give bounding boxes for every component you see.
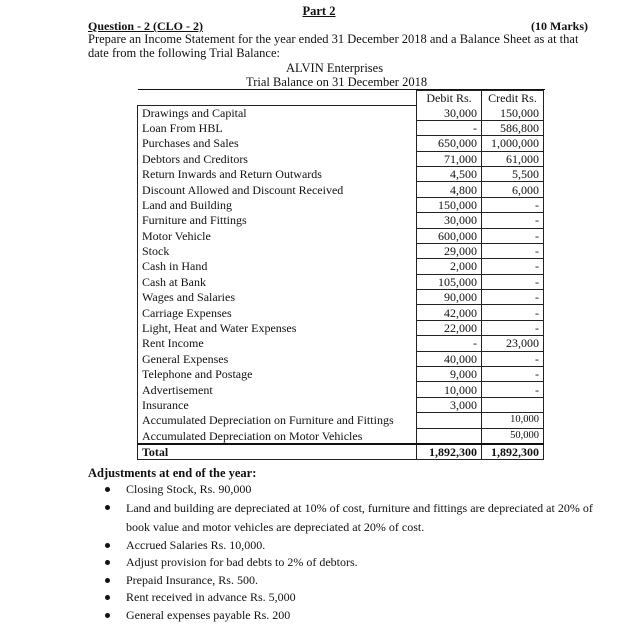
credit-cell: - [482, 382, 544, 397]
table-row [138, 351, 544, 366]
table-row [138, 151, 544, 166]
account-name-cell: Debtors and Creditors [138, 151, 417, 166]
account-name-cell: Return Inwards and Return Outwards [138, 166, 417, 181]
account-name-cell: Advertisement [138, 382, 417, 397]
table-row [138, 166, 544, 181]
account-name-cell: Insurance [138, 397, 417, 412]
trial-balance-title: Trial Balance on 31 December 2018 [246, 75, 428, 89]
credit-cell: - [482, 213, 544, 228]
account-name-cell: Accumulated Depreciation on Motor Vehicles [138, 428, 417, 444]
adjustment-item: Rent received in advance Rs. 5,000 [100, 589, 600, 607]
account-name-cell: Purchases and Sales [138, 136, 417, 151]
account-name-cell: Accumulated Depreciation on Furniture and Fittings [138, 413, 417, 428]
account-name-cell: Drawings and Capital [138, 105, 417, 120]
adjustment-item: Adjust provision for bad debts to 2% of debtors. [100, 554, 600, 572]
table-row [138, 274, 544, 289]
debit-cell: 2,000 [417, 259, 482, 274]
credit-cell: - [482, 320, 544, 335]
credit-cell: - [482, 274, 544, 289]
credit-cell: - [482, 290, 544, 305]
debit-cell: 22,000 [417, 320, 482, 335]
debit-cell: 30,000 [417, 213, 482, 228]
debit-cell: 29,000 [417, 243, 482, 258]
debit-cell: 4,500 [417, 166, 482, 181]
debit-cell: 10,000 [417, 382, 482, 397]
table-row [138, 197, 544, 212]
adjustments-list [100, 481, 600, 624]
table-row [138, 305, 544, 320]
total-debit-cell: 1,892,300 [417, 444, 482, 460]
debit-cell: - [417, 336, 482, 351]
account-name-cell: Furniture and Fittings [138, 213, 417, 228]
debit-cell: 4,800 [417, 182, 482, 197]
debit-cell: 650,000 [417, 136, 482, 151]
credit-cell: - [482, 367, 544, 382]
table-row [138, 136, 544, 151]
debit-cell: 150,000 [417, 197, 482, 212]
debit-cell: 40,000 [417, 351, 482, 366]
table-row [138, 228, 544, 243]
credit-cell: 5,500 [482, 166, 544, 181]
credit-cell [482, 397, 544, 412]
trial-balance-body [138, 105, 544, 459]
header-blank-cell [138, 91, 417, 106]
account-name-cell: Land and Building [138, 197, 417, 212]
debit-cell: 3,000 [417, 397, 482, 412]
adjustment-item: Prepaid Insurance, Rs. 500. [100, 572, 600, 590]
table-row [138, 413, 544, 428]
table-row [138, 120, 544, 135]
debit-cell: 90,000 [417, 290, 482, 305]
adjustment-item: General expenses payable Rs. 200 [100, 607, 600, 625]
table-row [138, 243, 544, 258]
question-instruction: Prepare an Income Statement for the year ended 31 December 2018 and a Balance Sheet as at that date from the following Trial Balance: [88, 32, 579, 60]
debit-cell: - [417, 120, 482, 135]
adjustment-item: Land and building are depreciated at 10% of cost, furniture and fittings are depreciated at 20% of book value and motor vehicles are depreciated at 20% of cost. [100, 499, 600, 537]
debit-header: Debit Rs. [417, 91, 482, 106]
credit-cell: 586,800 [482, 120, 544, 135]
total-label-cell: Total [138, 444, 417, 460]
account-name-cell: Cash in Hand [138, 259, 417, 274]
account-name-cell: Carriage Expenses [138, 305, 417, 320]
account-name-cell: Telephone and Postage [138, 367, 417, 382]
table-row [138, 382, 544, 397]
adjustment-item: Accrued Salaries Rs. 10,000. [100, 537, 600, 555]
credit-cell: 10,000 [482, 413, 544, 428]
credit-cell: 1,000,000 [482, 136, 544, 151]
question-marks: (10 Marks) [531, 19, 588, 33]
table-row [138, 428, 544, 444]
account-name-cell: Motor Vehicle [138, 228, 417, 243]
account-name-cell: Loan From HBL [138, 120, 417, 135]
account-name-cell: Stock [138, 243, 417, 258]
debit-cell: 71,000 [417, 151, 482, 166]
table-row [138, 320, 544, 335]
account-name-cell: Discount Allowed and Discount Received [138, 182, 417, 197]
credit-header: Credit Rs. [482, 91, 544, 106]
table-row [138, 213, 544, 228]
credit-cell: 50,000 [482, 428, 544, 444]
debit-cell: 42,000 [417, 305, 482, 320]
adjustment-item: Closing Stock, Rs. 90,000 [100, 481, 600, 499]
credit-cell: - [482, 259, 544, 274]
account-name-cell: Cash at Bank [138, 274, 417, 289]
question-label: Question - 2 (CLO - 2) [88, 19, 203, 33]
account-name-cell: Rent Income [138, 336, 417, 351]
part-title: Part 2 [302, 4, 336, 18]
credit-cell: - [482, 243, 544, 258]
account-name-cell: Light, Heat and Water Expenses [138, 320, 417, 335]
debit-cell [417, 428, 482, 444]
table-row [138, 336, 544, 351]
table-row [138, 105, 544, 120]
table-row [138, 290, 544, 305]
total-credit-cell: 1,892,300 [482, 444, 544, 460]
table-row [138, 259, 544, 274]
table-row [138, 182, 544, 197]
total-row [138, 444, 544, 460]
trial-balance-table [137, 90, 544, 460]
debit-cell: 600,000 [417, 228, 482, 243]
adjustments-heading: Adjustments at end of the year: [88, 466, 257, 480]
debit-cell: 9,000 [417, 367, 482, 382]
credit-cell: - [482, 305, 544, 320]
table-header-row [138, 91, 544, 106]
table-row [138, 367, 544, 382]
company-name: ALVIN Enterprises [286, 61, 384, 75]
credit-cell: 150,000 [482, 105, 544, 120]
credit-cell: 61,000 [482, 151, 544, 166]
table-row [138, 397, 544, 412]
account-name-cell: Wages and Salaries [138, 290, 417, 305]
credit-cell: 6,000 [482, 182, 544, 197]
debit-cell [417, 413, 482, 428]
debit-cell: 105,000 [417, 274, 482, 289]
credit-cell: - [482, 197, 544, 212]
credit-cell: - [482, 351, 544, 366]
credit-cell: 23,000 [482, 336, 544, 351]
account-name-cell: General Expenses [138, 351, 417, 366]
debit-cell: 30,000 [417, 105, 482, 120]
credit-cell: - [482, 228, 544, 243]
